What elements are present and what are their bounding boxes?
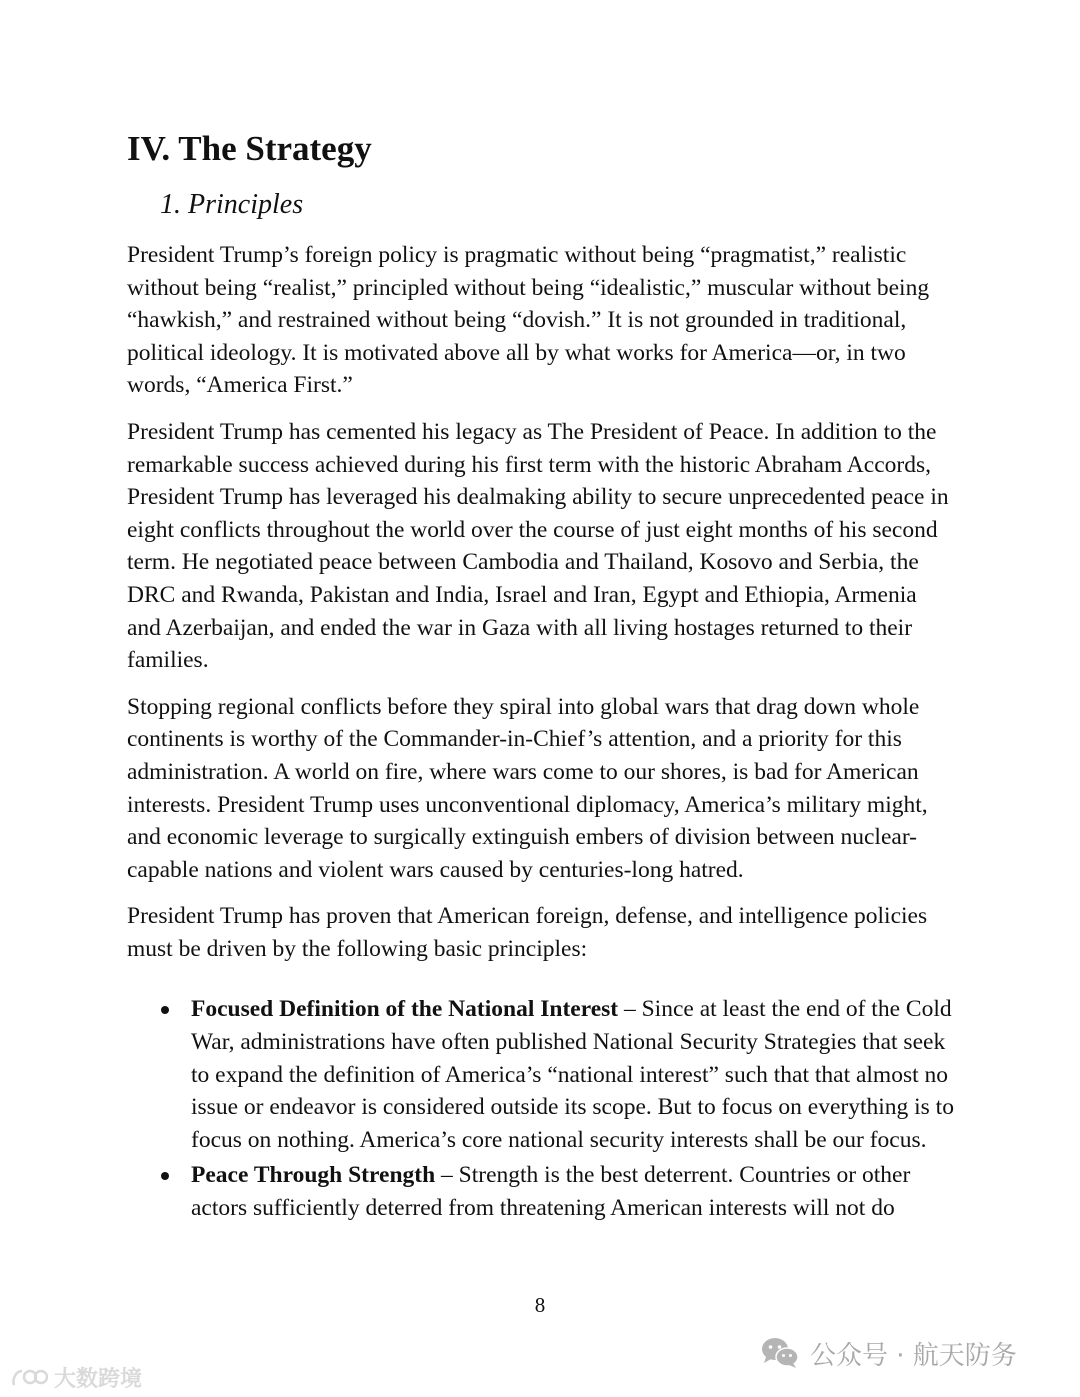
paragraph-2: President Trump has cemented his legacy as The President of Peace. In addition to the remarkable success achieved during his first term with the historic Abraham Accords, President Trump has leveraged his dealmaking ability to secure unprecedented peace in eight conflicts throughout the world over the course of just eight months of his second term. He negotiated peace between Cambodia and Thailand, Kosovo and Serbia, the DRC and Rwanda, Pakistan and India, Israel and Iran, Egypt and Ethiopia, Armenia and Azerbaijan, and ended the war in Gaza with all living hostages returned to their families. bbox=[127, 418, 949, 674]
watermark-left bbox=[10, 1362, 142, 1392]
bullet-term: Peace Through Strength bbox=[191, 1162, 436, 1189]
paragraph-3: Stopping regional conflicts before they spiral into global wars that drag down whole continents is worthy of the Commander-in-Chief’s attention, and a priority for this administration. A world on fire, where wars come to our shores, is bad for American interests. President Trump uses unconventional diplomacy, America’s military might, and economic leverage to surgically extinguish embers of division between nuclear-capable nations and violent wars caused by centuries-long hatred. bbox=[127, 693, 928, 883]
bullet-text: – Strength is the best deterrent. Countries or other actors sufficiently deterred from threatening American interests will not do bbox=[191, 1162, 911, 1222]
brand-logo-icon bbox=[10, 1365, 48, 1389]
watermark-left-text: 大数跨境 bbox=[54, 1366, 143, 1392]
list-item bbox=[127, 1159, 955, 1224]
bullet-term: Focused Definition of the National Interest bbox=[191, 996, 619, 1023]
watermark-right-text: 公众号 · 航天防务 bbox=[810, 1340, 1017, 1371]
bullet-text: – Since at least the end of the Cold War, administrations have often published National Security Strategies that seek to expand the definition of America’s “national interest” such that that almost no issue or endeavor is considered outside its scope. But to focus on everything is to focus on nothing. America’s core national security interests shall be our focus. bbox=[191, 996, 954, 1153]
body-text bbox=[127, 239, 955, 1228]
bullet-dot-icon bbox=[161, 1172, 169, 1180]
bullet-dot-icon bbox=[161, 1006, 169, 1014]
principles-list bbox=[127, 993, 955, 1224]
page-number: 8 bbox=[534, 1293, 546, 1317]
paragraph-1: President Trump’s foreign policy is pragmatic without being “pragmatist,” realistic without being “realist,” principled without being “idealistic,” muscular without being “hawkish,” and restrained without being “dovish.” It is not grounded in traditional, political ideology. It is motivated above all by what works for America—or, in two words, “America First.” bbox=[127, 242, 930, 399]
list-item bbox=[127, 993, 955, 1156]
subsection-title: 1. Principles bbox=[160, 189, 304, 220]
wechat-icon bbox=[760, 1336, 800, 1370]
paragraph-4: President Trump has proven that American foreign, defense, and intelligence policies must be driven by the following basic principles: bbox=[127, 903, 928, 962]
watermark-right bbox=[760, 1334, 1017, 1372]
section-title: IV. The Strategy bbox=[127, 129, 372, 168]
